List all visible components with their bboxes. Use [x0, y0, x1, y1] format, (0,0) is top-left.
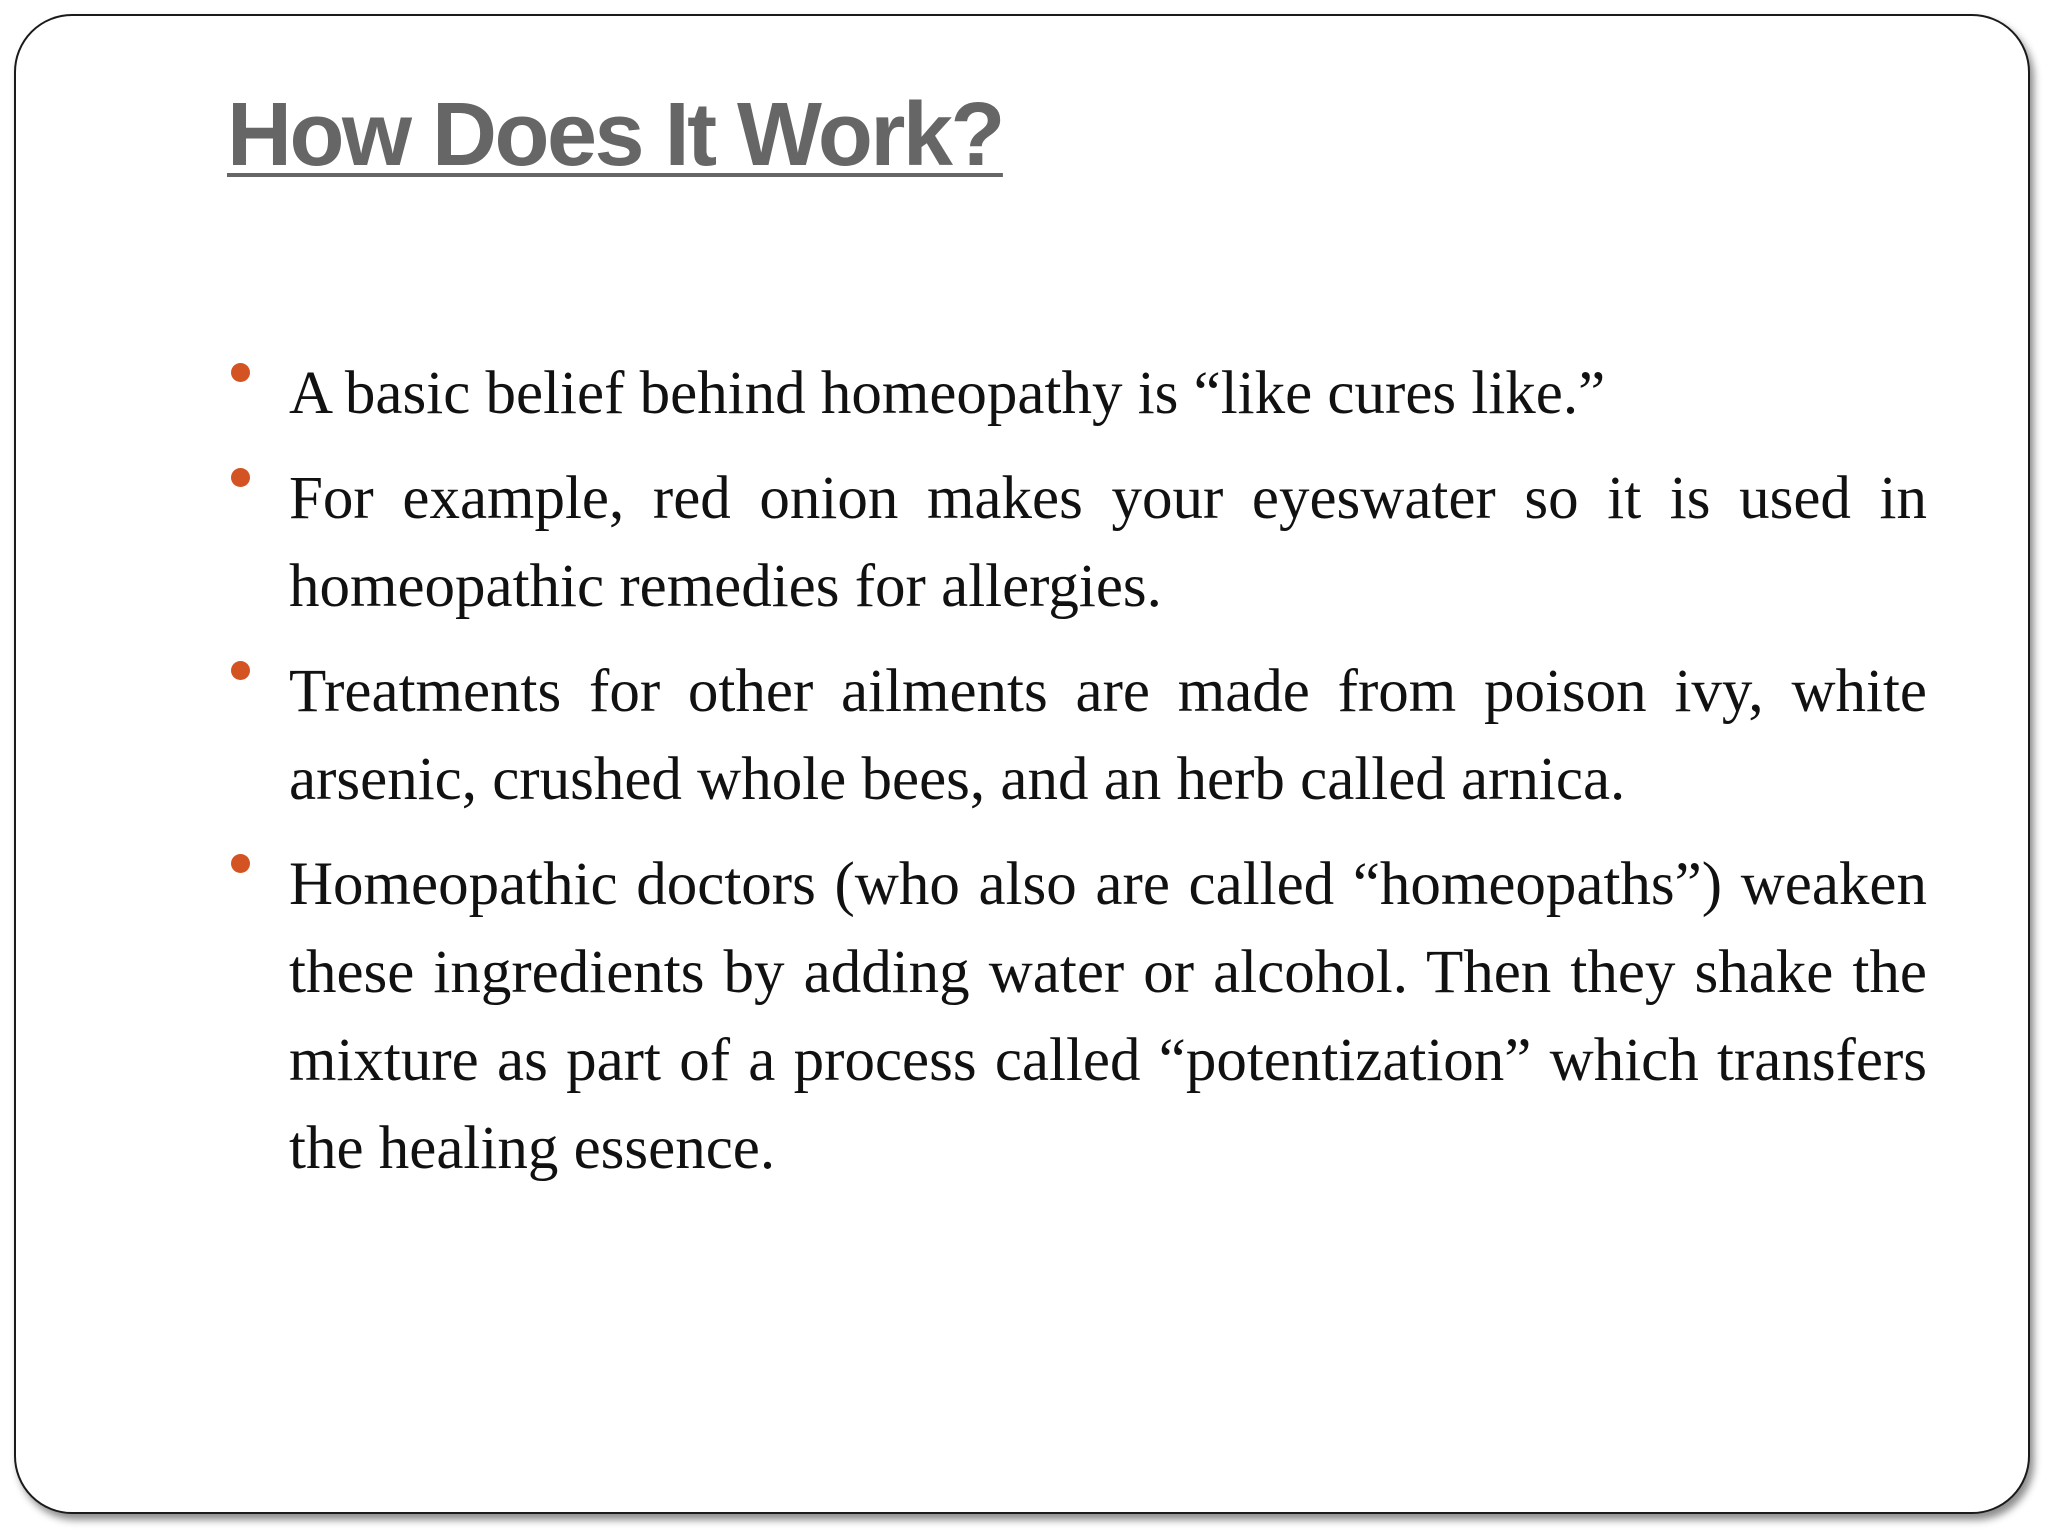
bullet-dot-icon: [231, 854, 250, 873]
bullet-dot-icon: [231, 468, 250, 487]
bullet-text: Homeopathic doctors (who also are called “homeopaths”) weaken these ingredients by adding water or alcohol. Then they shake the mixture as part of a process called “potentization” which transfers the healing essence.: [289, 851, 1927, 1182]
bullet-item-4: [227, 841, 1927, 1193]
bullet-text: A basic belief behind homeopathy is “like cures like.”: [289, 360, 1606, 427]
bullet-list: [227, 350, 1927, 1210]
bullet-text: For example, red onion makes your eyeswater so it is used in homeopathic remedies for allergies.: [289, 465, 1927, 620]
bullet-dot-icon: [231, 363, 250, 382]
bullet-text: Treatments for other ailments are made from poison ivy, white arsenic, crushed whole bees, and an herb called arnica.: [289, 658, 1927, 813]
bullet-dot-icon: [231, 661, 250, 680]
bullet-item-1: [227, 350, 1927, 438]
bullet-item-2: [227, 455, 1927, 631]
bullet-item-3: [227, 648, 1927, 824]
slide-title: How Does It Work?: [227, 85, 1003, 185]
